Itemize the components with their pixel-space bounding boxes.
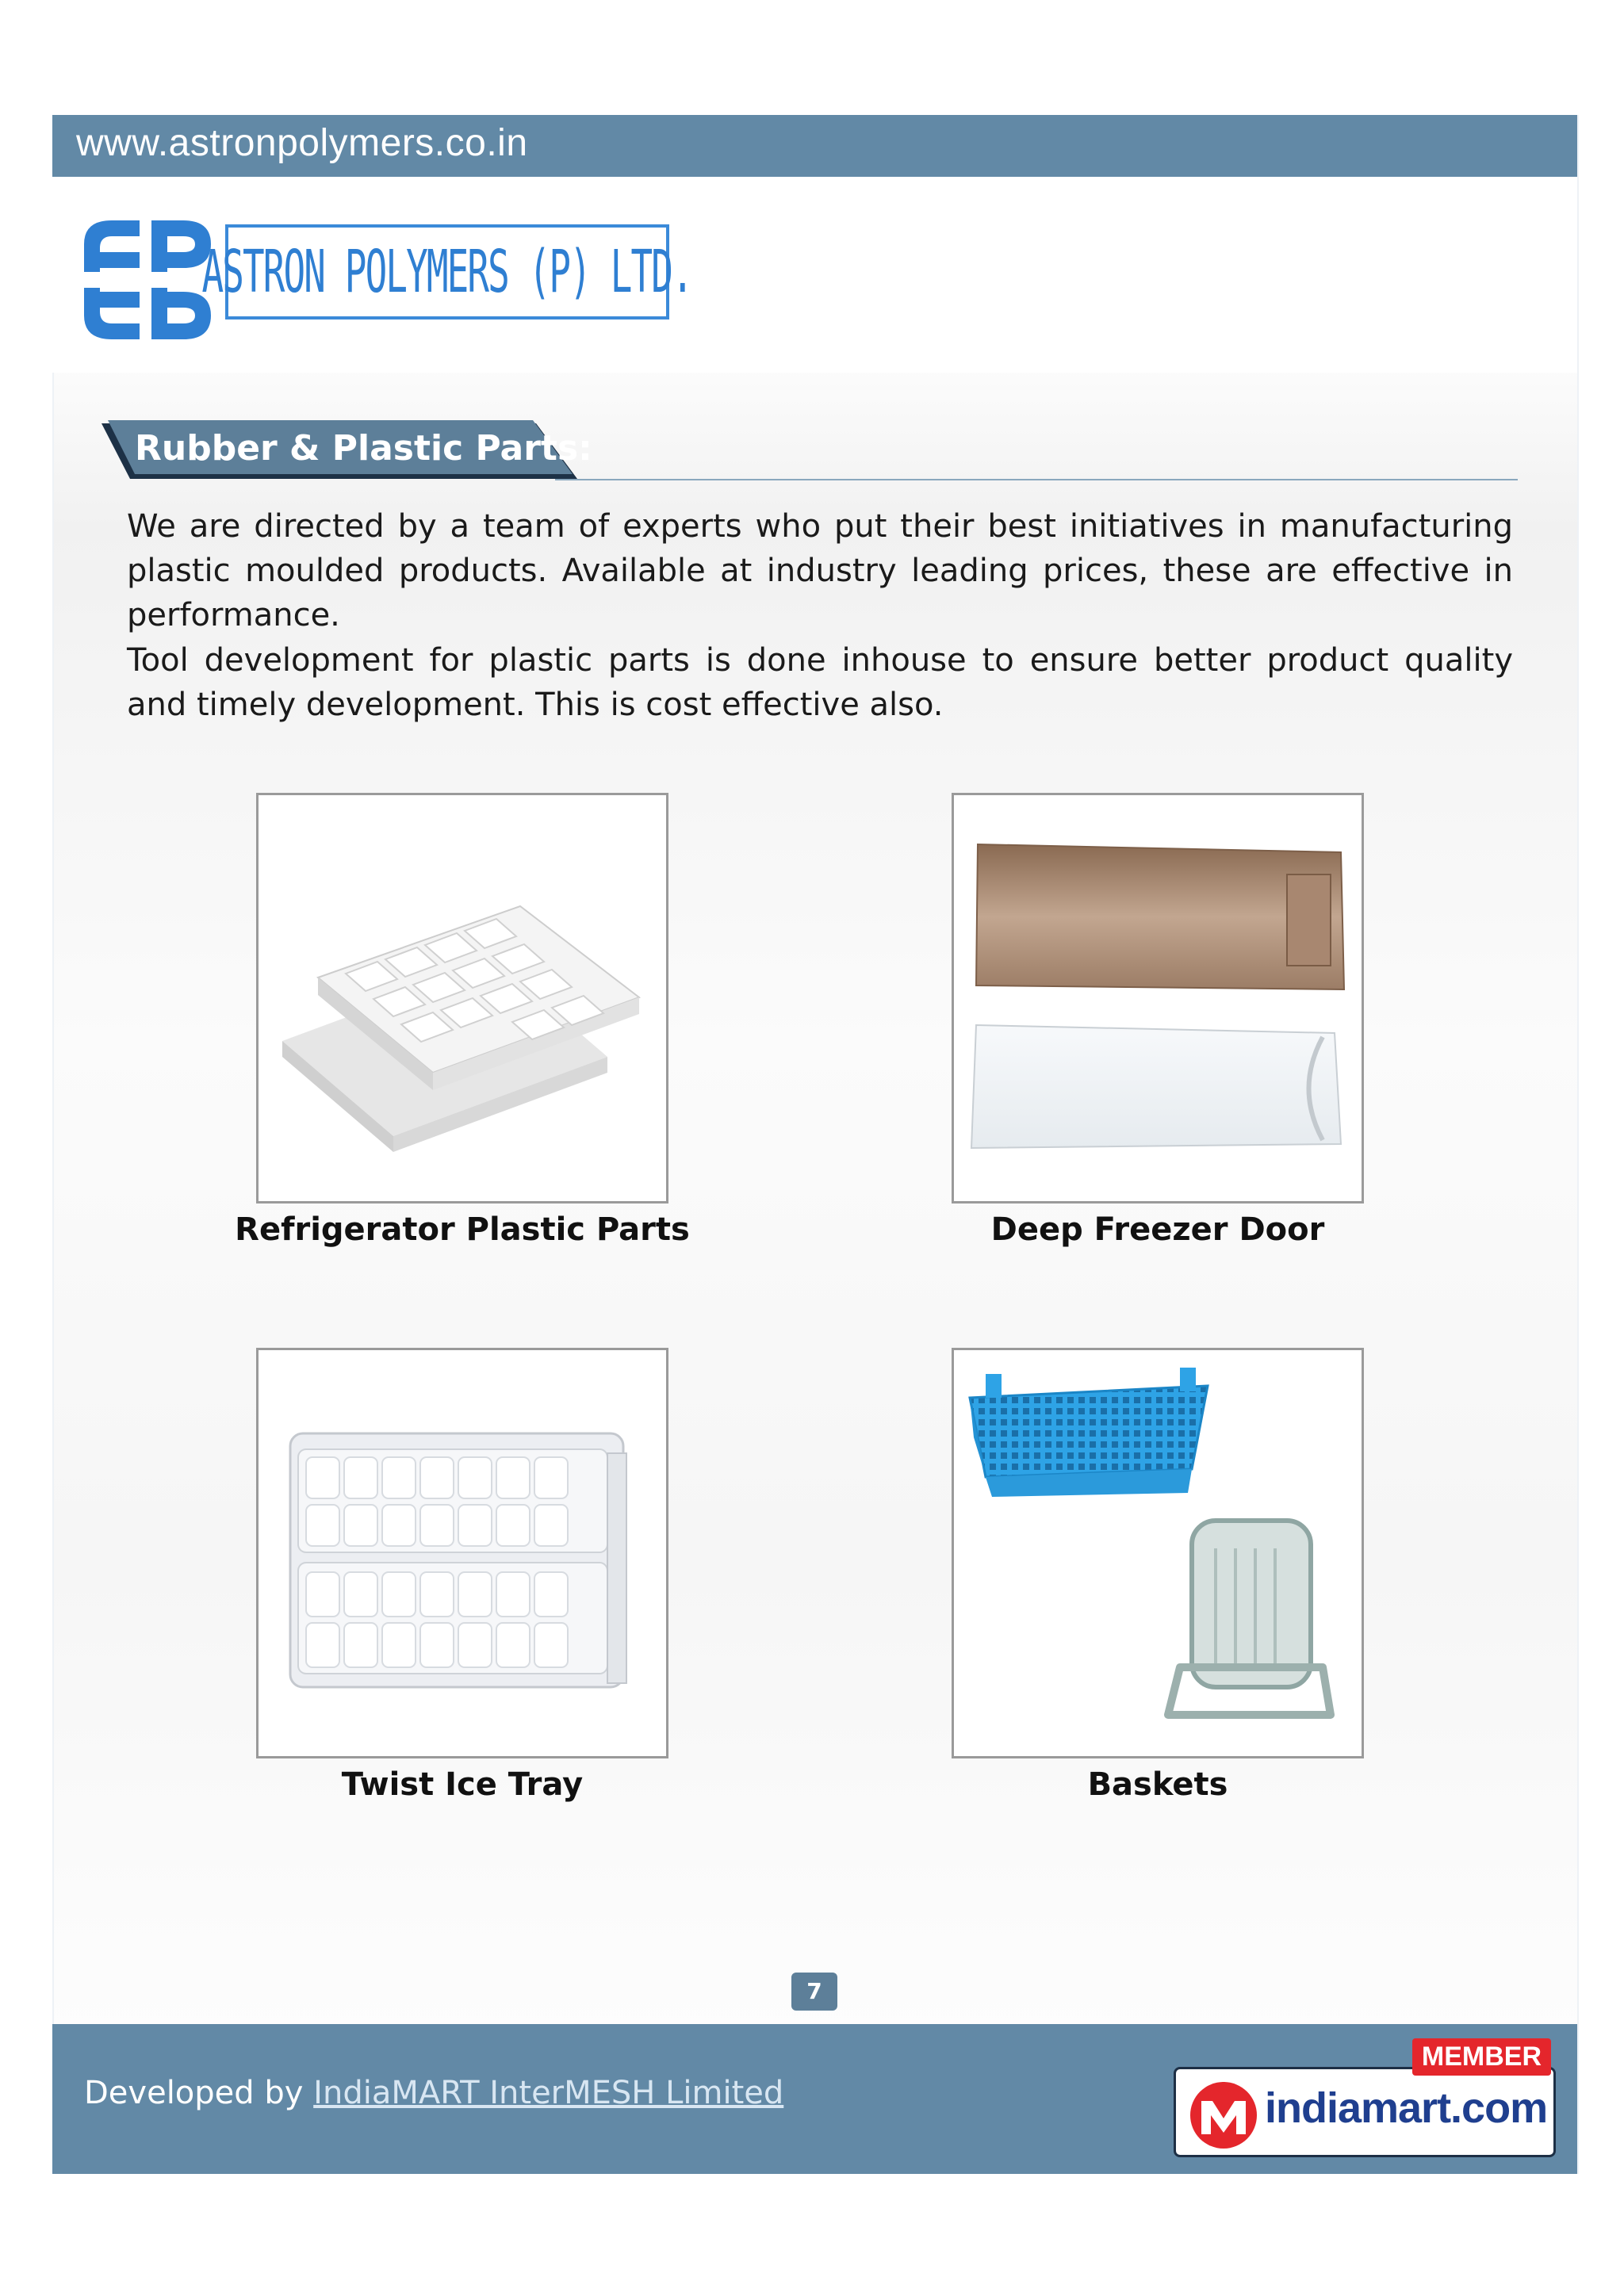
footer-bar — [52, 2024, 1577, 2174]
indiamart-logo-box — [1174, 2067, 1556, 2157]
freezer-door-illustration — [954, 795, 1362, 1201]
caption-deep-freezer-door: Deep Freezer Door — [990, 1211, 1325, 1248]
developed-by-text — [84, 2075, 783, 2111]
top-bar — [52, 115, 1577, 177]
website-url[interactable]: www.astronpolymers.co.in — [76, 122, 528, 164]
product-image-deep-freezer-door[interactable] — [952, 793, 1364, 1203]
logo-area — [52, 177, 1577, 373]
twist-ice-tray-illustration — [259, 1350, 666, 1756]
tooling-paragraph: Tool development for plastic parts is done inhouse to ensure better product quality and timely development. This is cost effective also. — [127, 642, 1513, 723]
developed-by-label: Developed by — [84, 2075, 314, 2111]
section-title: Rubber & Plastic Parts: — [135, 428, 592, 469]
caption-baskets: Baskets — [1087, 1766, 1228, 1803]
caption-twist-ice-tray: Twist Ice Tray — [341, 1766, 584, 1803]
logo-text: ASTRON POLYMERS (P) LTD. — [201, 238, 693, 306]
caption-refrigerator-parts: Refrigerator Plastic Parts — [235, 1211, 690, 1248]
company-logo-wordmark — [201, 224, 693, 320]
member-label: MEMBER — [1412, 2038, 1551, 2076]
basket-illustration — [954, 1350, 1362, 1756]
indiamart-member-badge[interactable] — [1174, 2038, 1556, 2157]
company-logo-mark — [76, 209, 219, 351]
indiamart-m-icon — [1187, 2077, 1260, 2150]
product-image-baskets[interactable] — [952, 1348, 1364, 1758]
ice-tray-illustration — [259, 795, 666, 1201]
indiamart-link[interactable]: IndiaMART InterMESH Limited — [313, 2075, 784, 2111]
page-number: 7 — [791, 1973, 837, 2011]
indiamart-wordmark: indiamart.com — [1265, 2084, 1548, 2132]
section-divider — [555, 479, 1518, 480]
product-image-refrigerator-parts[interactable] — [256, 793, 668, 1203]
intro-paragraph: We are directed by a team of experts who put their best initiatives in manufacturing plastic moulded products. Available at industry leading prices, these are effective in performance. — [127, 508, 1513, 633]
product-image-twist-ice-tray[interactable] — [256, 1348, 668, 1758]
